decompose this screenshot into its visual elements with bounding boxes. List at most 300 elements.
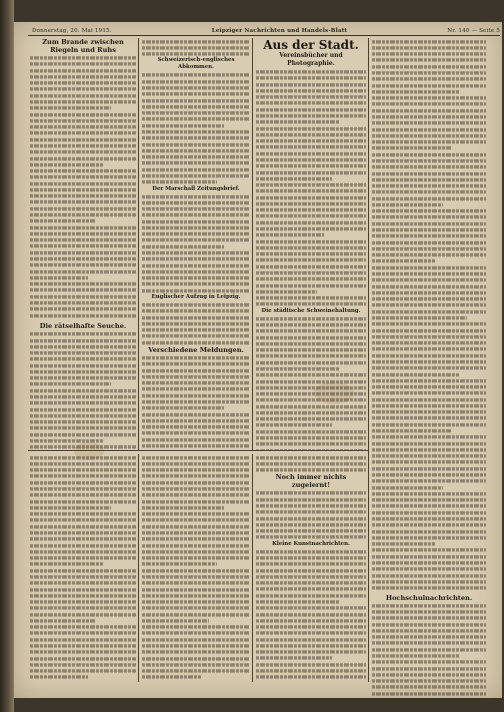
text-line xyxy=(256,121,340,124)
text-line xyxy=(372,260,435,263)
text-line xyxy=(142,264,250,267)
text-line xyxy=(256,386,366,389)
text-line xyxy=(142,669,250,672)
text-line xyxy=(30,544,136,547)
text-line xyxy=(372,542,435,545)
text-line xyxy=(372,530,486,533)
text-line xyxy=(30,538,136,541)
text-line xyxy=(142,86,250,89)
column-rule xyxy=(252,38,253,450)
text-line xyxy=(256,588,366,591)
text-line xyxy=(30,358,136,361)
text-line xyxy=(30,663,136,666)
text-line xyxy=(256,139,366,142)
column-rule xyxy=(368,450,369,682)
text-line xyxy=(30,144,136,147)
text-line xyxy=(256,529,366,532)
text-line xyxy=(142,74,250,77)
text-line xyxy=(372,191,486,194)
text-line xyxy=(142,494,250,497)
text-line xyxy=(30,194,136,197)
text-line xyxy=(256,284,366,287)
text-line xyxy=(142,93,250,96)
text-line xyxy=(372,461,486,464)
text-line xyxy=(30,519,136,522)
text-line xyxy=(142,118,250,121)
text-line xyxy=(30,456,136,459)
col1-headline-1: Zum Brande zwischen Riegeln und Ruhs xyxy=(42,38,124,54)
text-line xyxy=(256,650,366,653)
text-line xyxy=(142,232,250,235)
text-line xyxy=(142,444,250,447)
text-line xyxy=(30,376,136,379)
text-line xyxy=(30,276,88,279)
column-rule xyxy=(138,454,139,682)
text-line xyxy=(372,78,486,81)
text-line xyxy=(142,162,250,165)
text-line xyxy=(256,663,366,666)
text-line xyxy=(30,594,136,597)
text-line xyxy=(256,504,366,507)
running-head-date: Donnerstag, 20. Mai 1915. xyxy=(32,28,112,34)
text-line xyxy=(372,448,486,451)
text-line xyxy=(142,425,250,428)
text-line xyxy=(372,247,486,250)
text-line xyxy=(142,335,250,338)
text-line xyxy=(30,345,136,348)
text-line xyxy=(30,494,136,497)
col4-body-1 xyxy=(372,39,486,591)
text-line xyxy=(372,304,486,307)
text-line xyxy=(256,215,366,218)
text-line xyxy=(256,342,366,345)
text-line xyxy=(256,417,366,420)
text-line xyxy=(142,500,250,503)
text-line xyxy=(372,580,486,583)
text-line xyxy=(142,663,250,666)
text-line xyxy=(30,632,136,635)
text-line xyxy=(256,462,366,465)
text-line xyxy=(30,487,136,490)
text-line xyxy=(30,351,136,354)
text-line xyxy=(256,265,366,268)
text-line xyxy=(30,94,136,97)
text-line xyxy=(256,569,366,572)
text-line xyxy=(256,556,366,559)
text-line xyxy=(142,676,201,679)
lower-col3-body-0 xyxy=(256,455,366,473)
text-line xyxy=(372,335,486,338)
text-line xyxy=(372,473,486,476)
running-head-title: Leipziger Nachrichten und Handels-Blatt xyxy=(211,28,348,34)
text-line xyxy=(256,114,366,117)
text-line xyxy=(30,414,136,417)
text-line xyxy=(30,512,136,515)
text-line xyxy=(142,322,250,325)
text-line xyxy=(372,648,486,651)
column-rule xyxy=(252,454,253,682)
text-line xyxy=(142,563,217,566)
text-line xyxy=(256,246,366,249)
text-line xyxy=(142,456,250,459)
text-line xyxy=(372,40,486,43)
text-line xyxy=(142,180,217,183)
text-line xyxy=(256,240,366,243)
text-line xyxy=(142,594,250,597)
text-line xyxy=(142,174,250,177)
text-line xyxy=(256,177,332,180)
text-line xyxy=(372,549,486,552)
text-line xyxy=(142,588,250,591)
column-rule xyxy=(368,38,369,450)
text-line xyxy=(142,575,250,578)
lower-column-3 xyxy=(256,454,366,682)
text-line xyxy=(256,373,366,376)
text-line xyxy=(142,619,209,622)
text-line xyxy=(256,252,366,255)
text-line xyxy=(372,46,486,49)
text-line xyxy=(142,438,250,441)
text-line xyxy=(30,75,136,78)
text-line xyxy=(142,207,250,210)
text-line xyxy=(142,226,250,229)
text-line xyxy=(256,348,366,351)
text-line xyxy=(256,190,366,193)
col3-headline-2: Die städtische Schweinehaltung. xyxy=(261,307,361,314)
text-line xyxy=(30,383,111,386)
text-line xyxy=(256,456,366,459)
text-line xyxy=(372,586,486,589)
text-line xyxy=(372,279,486,282)
text-line xyxy=(256,606,366,609)
text-line xyxy=(142,519,250,522)
text-line xyxy=(30,245,136,248)
text-line xyxy=(256,581,366,584)
text-line xyxy=(256,95,366,98)
text-line xyxy=(30,370,136,373)
text-line xyxy=(142,657,250,660)
text-line xyxy=(256,517,366,520)
text-line xyxy=(256,290,317,293)
text-line xyxy=(372,604,486,607)
text-line xyxy=(256,83,366,86)
text-line xyxy=(30,651,136,654)
text-line xyxy=(30,600,136,603)
text-line xyxy=(142,52,250,55)
text-line xyxy=(30,475,136,478)
text-line xyxy=(30,157,136,160)
text-line xyxy=(142,625,250,628)
text-line xyxy=(142,40,250,43)
text-line xyxy=(142,283,250,286)
text-line xyxy=(256,619,366,622)
text-line xyxy=(256,108,366,111)
text-line xyxy=(256,498,366,501)
text-line xyxy=(30,100,136,103)
text-line xyxy=(372,642,486,645)
text-line xyxy=(372,147,451,150)
text-line xyxy=(142,381,250,384)
text-line xyxy=(256,89,366,92)
text-line xyxy=(256,594,366,597)
text-line xyxy=(30,69,136,72)
text-line xyxy=(372,555,486,558)
text-line xyxy=(30,446,136,449)
text-line xyxy=(30,125,136,128)
text-line xyxy=(142,531,250,534)
text-line xyxy=(256,361,366,364)
text-line xyxy=(256,278,366,281)
text-line xyxy=(30,364,136,367)
text-line xyxy=(256,102,366,105)
col1-body-2 xyxy=(30,331,136,450)
text-line xyxy=(372,297,486,300)
text-line xyxy=(256,70,366,73)
text-line xyxy=(372,153,486,156)
text-line xyxy=(256,146,366,149)
text-line xyxy=(372,134,486,137)
text-line xyxy=(142,394,250,397)
text-line xyxy=(372,52,486,55)
text-line xyxy=(142,289,250,292)
text-line xyxy=(256,208,366,211)
text-line xyxy=(142,130,250,133)
text-line xyxy=(372,635,486,638)
text-line xyxy=(256,676,366,679)
text-line xyxy=(372,467,486,470)
text-line xyxy=(372,329,486,332)
text-line xyxy=(142,569,250,572)
text-line xyxy=(30,433,136,436)
text-line xyxy=(30,619,96,622)
text-line xyxy=(142,363,250,366)
text-line xyxy=(30,468,136,471)
text-line xyxy=(372,165,486,168)
text-line xyxy=(372,480,486,483)
text-line xyxy=(142,149,250,152)
text-line xyxy=(30,207,136,210)
text-line xyxy=(372,360,486,363)
text-line xyxy=(256,411,366,414)
text-line xyxy=(142,111,250,114)
text-line xyxy=(30,308,136,311)
text-line xyxy=(372,561,486,564)
text-line xyxy=(30,289,136,292)
text-line xyxy=(142,105,250,108)
text-line xyxy=(256,424,332,427)
text-line xyxy=(372,524,486,527)
text-line xyxy=(142,270,250,273)
text-line xyxy=(142,400,250,403)
text-line xyxy=(142,276,250,279)
text-line xyxy=(30,481,136,484)
text-line xyxy=(30,150,136,153)
text-line xyxy=(372,498,486,501)
text-line xyxy=(30,420,136,423)
text-line xyxy=(142,388,250,391)
text-line xyxy=(256,271,366,274)
text-line xyxy=(30,138,136,141)
text-line xyxy=(142,46,250,49)
text-line xyxy=(256,227,366,230)
text-line xyxy=(30,408,136,411)
text-line xyxy=(142,538,250,541)
lower-col3-body-1 xyxy=(256,490,366,540)
text-line xyxy=(30,113,136,116)
text-line xyxy=(372,692,486,695)
text-line xyxy=(256,317,366,320)
text-line xyxy=(142,487,250,490)
text-line xyxy=(30,550,136,553)
text-line xyxy=(256,127,366,130)
text-line xyxy=(142,328,250,331)
text-line xyxy=(30,625,136,628)
text-line xyxy=(372,272,486,275)
text-line xyxy=(142,201,250,204)
column-1 xyxy=(30,38,136,450)
text-line xyxy=(142,80,250,83)
text-line xyxy=(30,63,136,66)
col3-body-1 xyxy=(256,69,366,307)
text-line xyxy=(30,132,136,135)
text-line xyxy=(30,220,96,223)
text-line xyxy=(30,506,111,509)
text-line xyxy=(30,339,136,342)
text-line xyxy=(142,512,250,515)
text-line xyxy=(30,213,136,216)
text-line xyxy=(372,122,486,125)
col3-section-title: Aus der Stadt. xyxy=(263,38,359,52)
text-line xyxy=(30,314,136,317)
text-line xyxy=(30,402,136,405)
text-line xyxy=(256,303,366,306)
text-line xyxy=(256,600,340,603)
text-line xyxy=(142,638,250,641)
text-line xyxy=(256,638,366,641)
text-line xyxy=(256,632,366,635)
col4-headline-1: Hochschulnachrichten. xyxy=(385,593,473,602)
text-line xyxy=(256,330,366,333)
text-line xyxy=(256,380,366,383)
text-line xyxy=(142,544,250,547)
text-line xyxy=(372,536,486,539)
text-line xyxy=(372,253,486,256)
col4-body-2 xyxy=(372,603,486,698)
text-line xyxy=(372,323,486,326)
text-line xyxy=(142,245,224,248)
text-line xyxy=(30,270,136,273)
text-line xyxy=(372,228,486,231)
text-line xyxy=(30,81,136,84)
text-line xyxy=(30,295,136,298)
text-line xyxy=(142,356,250,359)
text-line xyxy=(372,679,486,682)
text-line xyxy=(372,623,486,626)
text-line xyxy=(256,355,366,358)
col3-headline-4: Kleine Kunstnachrichten. xyxy=(272,540,350,547)
text-line xyxy=(372,354,486,357)
text-line xyxy=(372,392,486,395)
text-line xyxy=(142,124,224,127)
text-line xyxy=(372,429,451,432)
text-line xyxy=(30,669,136,672)
text-line xyxy=(372,115,486,118)
text-line xyxy=(372,505,486,508)
text-line xyxy=(30,556,136,559)
text-line xyxy=(30,525,136,528)
text-line xyxy=(30,588,136,591)
col3-headline-3: Noch immer nichts zugelernt! xyxy=(275,473,347,490)
text-line xyxy=(142,525,250,528)
text-line xyxy=(372,103,486,106)
text-line xyxy=(372,266,486,269)
text-line xyxy=(142,220,250,223)
text-line xyxy=(372,178,486,181)
lower-col3-body-2 xyxy=(256,549,366,682)
text-line xyxy=(256,323,366,326)
text-line xyxy=(256,575,366,578)
text-line xyxy=(30,176,136,179)
text-line xyxy=(142,644,250,647)
text-line xyxy=(256,644,366,647)
text-line xyxy=(372,404,486,407)
text-line xyxy=(372,492,486,495)
text-line xyxy=(30,107,111,110)
text-line xyxy=(372,454,486,457)
text-line xyxy=(142,214,250,217)
text-line xyxy=(256,563,366,566)
col1-headline-2: Die rätselhafte Seuche. xyxy=(39,322,127,331)
header-rule xyxy=(28,35,500,36)
text-line xyxy=(142,475,250,478)
text-line xyxy=(30,575,136,578)
text-line xyxy=(142,310,250,313)
text-line xyxy=(372,128,486,131)
text-line xyxy=(256,202,366,205)
text-line xyxy=(256,536,366,539)
text-line xyxy=(142,316,250,319)
lower-col2-body xyxy=(142,455,250,682)
text-line xyxy=(372,159,486,162)
text-line xyxy=(142,369,250,372)
text-line xyxy=(142,556,250,559)
text-line xyxy=(372,241,486,244)
col2-body-4 xyxy=(142,355,250,450)
text-line xyxy=(30,563,103,566)
text-line xyxy=(372,184,486,187)
text-line xyxy=(142,99,250,102)
text-line xyxy=(142,406,224,409)
text-line xyxy=(142,550,250,553)
text-line xyxy=(372,109,486,112)
text-line xyxy=(372,140,486,143)
text-line xyxy=(372,436,486,439)
text-line xyxy=(30,607,136,610)
text-line xyxy=(142,195,250,198)
text-line xyxy=(142,251,250,254)
text-line xyxy=(372,373,459,376)
text-line xyxy=(142,581,250,584)
text-line xyxy=(372,222,486,225)
text-line xyxy=(256,196,366,199)
text-line xyxy=(142,607,250,610)
text-line xyxy=(372,511,486,514)
text-line xyxy=(142,303,250,306)
text-line xyxy=(256,221,366,224)
text-line xyxy=(30,226,136,229)
column-4 xyxy=(372,38,486,698)
text-line xyxy=(256,625,366,628)
